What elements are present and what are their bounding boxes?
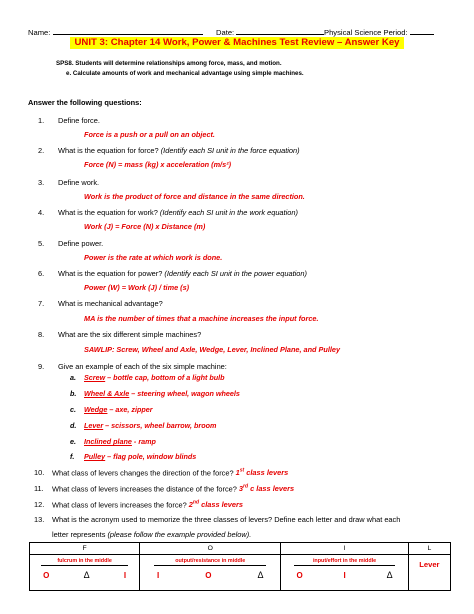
cell-output-label: output/resistance in middle: [154, 558, 266, 566]
date-field: [216, 28, 324, 37]
header-i: I: [281, 543, 408, 555]
question-9: 9. Give an example of each of the six simple machine:: [38, 362, 227, 371]
question-3: 3. Define work.: [38, 178, 100, 187]
answer-1: Force is a push or a pull on an object.: [84, 130, 215, 139]
question-7: 7. What is mechanical advantage?: [38, 299, 163, 308]
standard-line-1: SPS8. Students will determine relationships among force, mass, and motion.: [56, 60, 282, 67]
period-field: [324, 28, 434, 37]
answer-5: Power is the rate at which work is done.: [84, 253, 223, 262]
question-2: 2. What is the equation for force? (Identify each SI unit in the force equation): [38, 146, 300, 155]
example-b: b. Wheel & Axle – steering wheel, wagon wheels: [70, 389, 240, 398]
answer-4: Work (J) = Force (N) x Distance (m): [84, 222, 206, 231]
fulcrum-triangle-icon: Δ: [83, 570, 90, 580]
lever-acronym-table: [29, 542, 451, 591]
answer-8: SAWLIP: Screw, Wheel and Axle, Wedge, Lever, Inclined Plane, and Pulley: [84, 345, 341, 354]
example-e: e. Inclined plane - ramp: [70, 437, 156, 446]
example-a: a. Screw – bottle cap, bottom of a light bulb: [70, 373, 225, 382]
header-o: O: [140, 543, 281, 555]
header-f: F: [30, 543, 140, 555]
page-title: UNIT 3: Chapter 14 Work, Power & Machines Test Review – Answer Key: [70, 37, 404, 49]
question-13-continued: letter represents (please follow the example provided below).: [52, 530, 252, 539]
example-f: f. Pulley – flag pole, window blinds: [70, 452, 197, 461]
answer-3: Work is the product of force and distance in the same direction.: [84, 192, 305, 201]
cell-fulcrum-label: fulcrum in the middle: [41, 558, 128, 566]
cell-input-diagram: O I Δ: [296, 570, 393, 580]
lever-word: Lever: [419, 560, 440, 569]
standard-line-2: e. Calculate amounts of work and mechanical advantage using simple machines.: [66, 70, 304, 77]
period-label: Physical Science Period:: [324, 28, 408, 37]
fulcrum-triangle-icon: Δ: [386, 570, 393, 580]
name-field: [28, 28, 203, 37]
period-blank: [410, 34, 434, 35]
header-l: L: [408, 543, 450, 555]
cell-input: [281, 555, 408, 591]
example-c: c. Wedge – axe, zipper: [70, 405, 153, 414]
cell-fulcrum-diagram: O Δ I: [43, 570, 127, 580]
question-13: 13. What is the acronym used to memorize the three classes of levers? Define each letter and draw what each: [34, 515, 401, 524]
question-1: 1. Define force.: [38, 116, 100, 125]
question-4: 4. What is the equation for work? (Identify each SI unit in the work equation): [38, 208, 298, 217]
answer-7: MA is the number of times that a machine increases the input force.: [84, 314, 319, 323]
question-12: 12. What class of levers increases the force? 2nd class levers: [34, 500, 244, 510]
cell-output-diagram: I O Δ: [157, 570, 264, 580]
question-11: 11. What class of levers increases the distance of the force? 3rd c lass levers: [34, 484, 295, 494]
name-label: Name:: [28, 28, 51, 37]
question-8: 8. What are the six different simple machines?: [38, 330, 202, 339]
question-6: 6. What is the equation for power? (Identify each SI unit in the power equation): [38, 269, 307, 278]
cell-input-label: input/effort in the middle: [294, 558, 395, 566]
instructions-heading: Answer the following questions:: [28, 98, 142, 107]
cell-lever: [408, 555, 450, 591]
answer-2: Force (N) = mass (kg) x acceleration (m/s²): [84, 160, 231, 169]
question-5: 5. Define power.: [38, 239, 104, 248]
name-blank: [53, 34, 203, 35]
date-label: Date:: [216, 28, 235, 37]
example-d: d. Lever – scissors, wheel barrow, broom: [70, 421, 217, 430]
cell-fulcrum: [30, 555, 140, 591]
date-blank: [236, 34, 324, 35]
fulcrum-triangle-icon: Δ: [257, 570, 264, 580]
question-10: 10. What class of levers changes the direction of the force? 1st class levers: [34, 468, 289, 478]
answer-6: Power (W) = Work (J) / time (s): [84, 283, 190, 292]
cell-output: [140, 555, 281, 591]
